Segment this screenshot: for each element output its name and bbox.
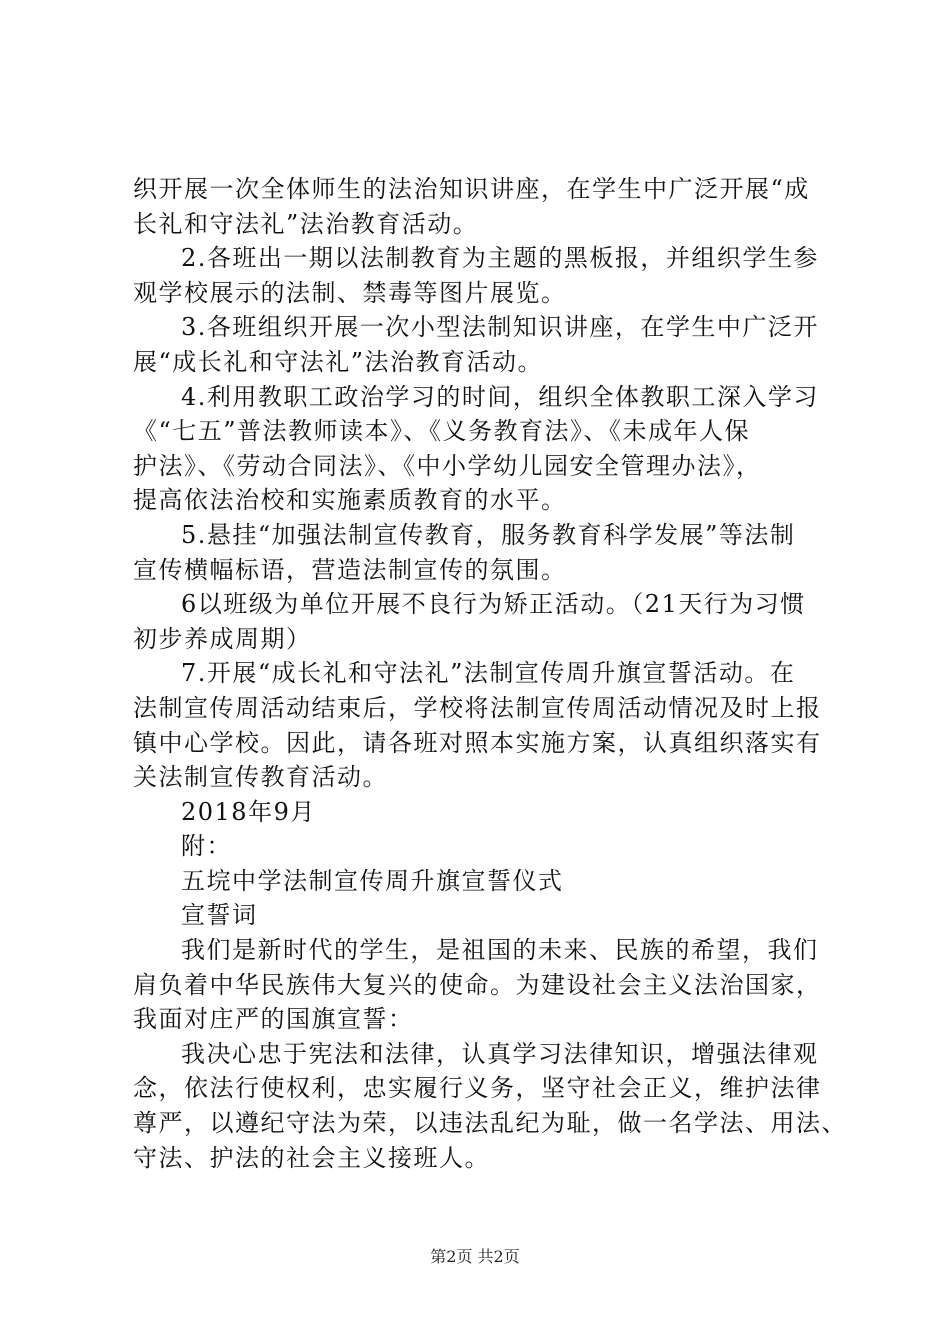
text-line: 观学校展示的法制、禁毒等图片展览。 <box>133 278 567 307</box>
page-footer: 第2页 共2页 <box>430 1247 520 1266</box>
text-line: 提高依法治校和实施素质教育的水平。 <box>133 486 567 515</box>
text-line: 镇中心学校。因此，请各班对照本实施方案，认真组织落实有 <box>133 728 822 757</box>
text-line: 护法》、《劳动合同法》、《中小学幼儿园安全管理办法》， <box>133 451 762 480</box>
text-line: 我们是新时代的学生，是祖国的未来、民族的希望，我们 <box>181 936 819 965</box>
text-line: 附： <box>181 832 232 861</box>
text-line: 2018年9月 <box>181 797 316 826</box>
text-line: 念，依法行使权利，忠实履行义务，坚守社会正义，维护法律 <box>133 1074 822 1103</box>
text-line: 肩负着中华民族伟大复兴的使命。为建设社会主义法治国家， <box>133 970 822 999</box>
text-line: 宣传横幅标语，营造法制宣传的氛围。 <box>133 555 567 584</box>
text-line: 2.各班出一期以法制教育为主题的黑板报，并组织学生参 <box>181 244 819 273</box>
text-line: 4.利用教职工政治学习的时间，组织全体教职工深入学习 <box>181 382 819 411</box>
document-body <box>133 172 847 1175</box>
text-line: 守法、护法的社会主义接班人。 <box>133 1143 490 1172</box>
text-line: 5.悬挂“加强法制宣传教育，服务教育科学发展”等法制 <box>181 520 796 549</box>
text-line: 尊严，以遵纪守法为荣，以违法乱纪为耻，做一名学法、用法、 <box>133 1109 847 1138</box>
text-line: 我面对庄严的国旗宣誓： <box>133 1005 414 1034</box>
text-line: 长礼和守法礼”法治教育活动。 <box>133 209 479 238</box>
text-line: 我决心忠于宪法和法律，认真学习法律知识，增强法律观 <box>181 1039 819 1068</box>
text-line: 关法制宣传教育活动。 <box>133 763 388 792</box>
text-line: 《“七五”普法教师读本》、《义务教育法》、《未成年人保 <box>133 417 751 446</box>
text-line: 7.开展“成长礼和守法礼”法制宣传周升旗宣誓活动。在 <box>181 659 796 688</box>
text-line: 织开展一次全体师生的法治知识讲座，在学生中广泛开展“成 <box>133 175 810 203</box>
text-line: 初步养成周期） <box>133 624 312 653</box>
text-line: 6以班级为单位开展不良行为矫正活动。（21天行为习惯 <box>181 590 806 619</box>
text-line: 法制宣传周活动结束后，学校将法制宣传周活动情况及时上报 <box>133 693 822 722</box>
text-line: 五垸中学法制宣传周升旗宣誓仪式 <box>181 866 564 895</box>
text-line: 宣誓词 <box>181 901 258 930</box>
text-line: 3.各班组织开展一次小型法制知识讲座，在学生中广泛开 <box>181 313 819 342</box>
text-line: 展“成长礼和守法礼”法治教育活动。 <box>133 347 544 376</box>
